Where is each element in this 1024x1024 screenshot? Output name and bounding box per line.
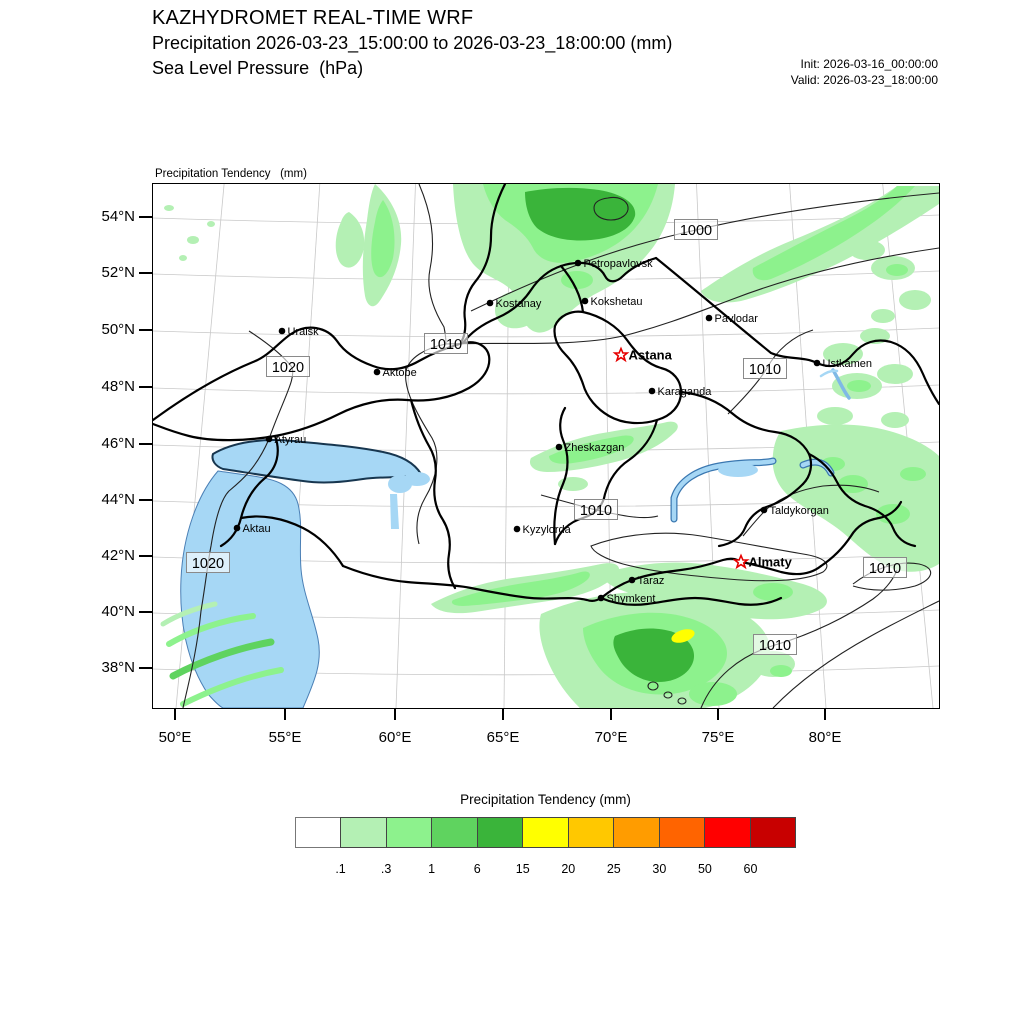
isobar-label-1000: [675, 220, 718, 240]
city-dot-icon: [582, 298, 589, 305]
isobar-label-1010: [864, 558, 907, 578]
svg-text:1010: 1010: [748, 362, 782, 378]
valid-time: Valid: 2026-03-23_18:00:00: [790, 73, 938, 87]
lon-tick-label: 70°E: [594, 729, 628, 746]
precip-subtitle: Precipitation 2026-03-23_15:00:00 to 2026-03-23_18:00:00 (mm): [152, 33, 673, 53]
lat-tick-label: 50°N: [101, 321, 135, 338]
city-dot-icon: [649, 388, 656, 395]
city-astana: [615, 348, 673, 363]
city-label: Astana: [628, 347, 672, 363]
map-canvas: [152, 183, 940, 709]
city-label: Taraz: [637, 574, 665, 587]
legend-value-1: 1: [428, 862, 436, 876]
city-dot-icon: [598, 595, 605, 602]
svg-text:1010: 1010: [868, 561, 902, 577]
run-times: [600, 56, 938, 88]
isobar-label-1020: [267, 357, 310, 377]
legend-cell-6: [568, 817, 614, 848]
city-label: Aktobe: [382, 366, 417, 379]
lat-tick: [139, 499, 152, 501]
city-label: Uralsk: [287, 325, 319, 338]
lon-tick-label: 50°E: [158, 729, 192, 746]
lat-tick: [139, 555, 152, 557]
city-petropavlovsk: [575, 258, 653, 270]
city-label: Ustkamen: [822, 357, 873, 370]
city-dot-icon: [814, 360, 821, 367]
lat-tick-label: 48°N: [101, 378, 135, 395]
isobar-label-1010: [575, 500, 618, 520]
page-title: KAZHYDROMET REAL-TIME WRF: [152, 7, 474, 29]
lat-tick-label: 40°N: [101, 603, 135, 620]
city-shymkent: [598, 593, 656, 605]
svg-text:1010: 1010: [758, 638, 792, 654]
isobar-label-1010: [754, 635, 797, 655]
city-dot-icon: [279, 328, 286, 335]
lon-tick: [394, 709, 396, 720]
init-time: Init: 2026-03-16_00:00:00: [800, 57, 938, 71]
lat-tick: [139, 443, 152, 445]
lon-tick-label: 55°E: [268, 729, 302, 746]
lat-tick: [139, 667, 152, 669]
lon-tick-label: 60°E: [378, 729, 412, 746]
lat-tick: [139, 329, 152, 331]
city-ustkamen: [814, 358, 872, 370]
city-pavlodar: [706, 313, 759, 325]
city-dot-icon: [514, 526, 521, 533]
lat-tick-label: 54°N: [101, 208, 135, 225]
lat-tick: [139, 272, 152, 274]
legend-value-15: 15: [515, 862, 530, 876]
lon-tick-label: 75°E: [701, 729, 735, 746]
lon-tick: [717, 709, 719, 720]
city-karaganda: [649, 386, 713, 398]
legend-title: Precipitation Tendency (mm): [460, 792, 631, 807]
weather-map: [153, 184, 939, 708]
lon-tick: [502, 709, 504, 720]
city-label: Zheskazgan: [564, 441, 625, 454]
city-label: Atyrau: [274, 433, 307, 446]
lon-tick-label: 80°E: [808, 729, 842, 746]
legend-cell-10: [750, 817, 796, 848]
isobar-label-1010: [425, 334, 468, 354]
lon-tick: [284, 709, 286, 720]
city-zheskazgan: [556, 442, 625, 454]
city-uralsk: [279, 326, 319, 338]
legend-value-60: 60: [743, 862, 758, 876]
note-precip-tendency: Precipitation Tendency (mm): [155, 168, 307, 180]
legend-cell-7: [613, 817, 659, 848]
city-label: Almaty: [748, 554, 792, 570]
city-dot-icon: [266, 436, 273, 443]
city-label: Kyzylorda: [522, 523, 571, 536]
legend-colorbar: [295, 817, 796, 848]
city-kokshetau: [582, 296, 643, 308]
lat-tick: [139, 386, 152, 388]
legend-cell-3: [431, 817, 477, 848]
lat-tick: [139, 216, 152, 218]
city-dot-icon: [629, 577, 636, 584]
city-dot-icon: [556, 444, 563, 451]
city-label: Petropavlovsk: [583, 257, 653, 270]
legend-cell-9: [704, 817, 750, 848]
city-dot-icon: [575, 260, 582, 267]
isobar-label-1010: [744, 359, 787, 379]
city-dot-icon: [374, 369, 381, 376]
legend-value-.3: .3: [380, 862, 392, 876]
lon-tick: [174, 709, 176, 720]
capital-star-icon: [735, 556, 747, 568]
lat-tick-label: 46°N: [101, 435, 135, 452]
city-label: Taldykorgan: [769, 504, 829, 517]
lon-tick-label: 65°E: [486, 729, 520, 746]
slp-subtitle: Sea Level Pressure (hPa): [152, 58, 364, 78]
lat-tick-label: 42°N: [101, 547, 135, 564]
city-label: Aktau: [242, 522, 271, 535]
legend-value-50: 50: [697, 862, 712, 876]
svg-text:1000: 1000: [679, 223, 713, 239]
svg-text:1020: 1020: [191, 556, 225, 572]
capital-star-icon: [615, 349, 627, 361]
header: [152, 6, 672, 81]
legend-cell-1: [340, 817, 386, 848]
city-label: Shymkent: [606, 592, 656, 605]
legend-cell-2: [386, 817, 432, 848]
isobar-label-1020: [187, 553, 230, 573]
lat-tick-label: 52°N: [101, 264, 135, 281]
lon-tick: [610, 709, 612, 720]
legend-value-30: 30: [652, 862, 667, 876]
lat-tick-label: 38°N: [101, 659, 135, 676]
city-taldykorgan: [761, 505, 829, 517]
city-kyzylorda: [514, 524, 572, 536]
legend-cell-8: [659, 817, 705, 848]
legend-cell-5: [522, 817, 568, 848]
legend-cell-4: [477, 817, 523, 848]
svg-text:1010: 1010: [429, 337, 463, 353]
legend-value-20: 20: [561, 862, 576, 876]
city-dot-icon: [234, 525, 241, 532]
lat-tick: [139, 611, 152, 613]
lat-tick-label: 44°N: [101, 491, 135, 508]
lon-tick: [824, 709, 826, 720]
legend-value-25: 25: [606, 862, 621, 876]
city-dot-icon: [487, 300, 494, 307]
city-label: Pavlodar: [714, 312, 758, 325]
svg-text:1010: 1010: [579, 503, 613, 519]
city-label: Kostanay: [495, 297, 542, 310]
city-dot-icon: [706, 315, 713, 322]
city-label: Kokshetau: [590, 295, 643, 308]
city-label: Karaganda: [657, 385, 712, 398]
legend-value-6: 6: [473, 862, 481, 876]
legend-cell-0: [295, 817, 341, 848]
legend-value-.1: .1: [335, 862, 346, 876]
city-kostanay: [487, 298, 542, 310]
svg-text:1020: 1020: [271, 360, 305, 376]
city-dot-icon: [761, 507, 768, 514]
city-almaty: [735, 555, 793, 570]
